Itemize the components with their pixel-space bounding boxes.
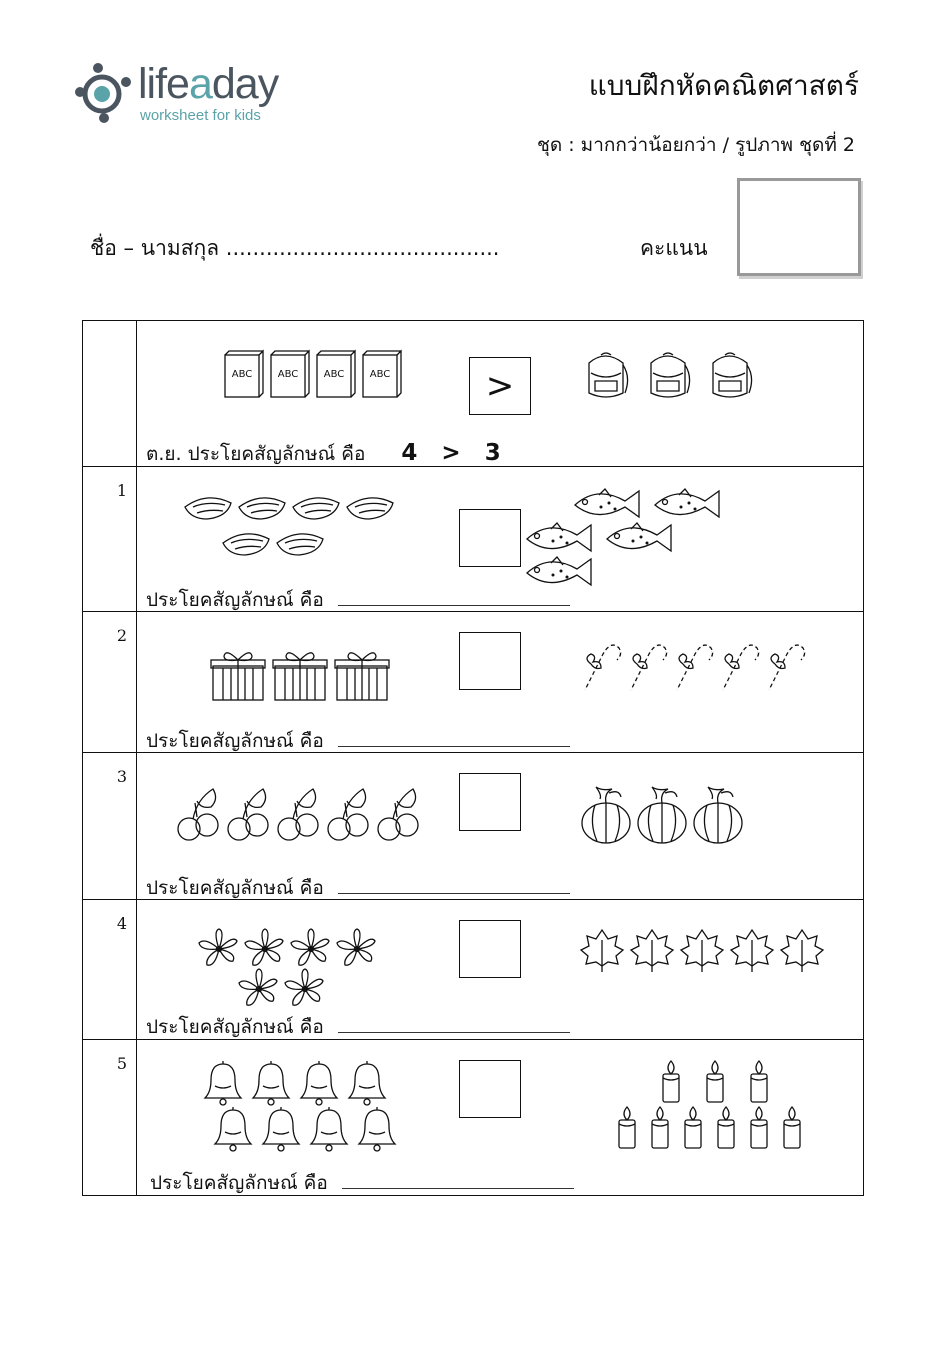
shell-icon [235, 491, 289, 525]
candy-cane-icon [623, 638, 669, 694]
candle-icon [679, 1106, 707, 1150]
fish-icon [569, 487, 647, 523]
question-number: 2 [116, 626, 127, 645]
shell-icon [181, 491, 235, 525]
svg-text:ABC: ABC [277, 369, 299, 380]
candle-icon [613, 1106, 641, 1150]
book-icon [221, 349, 265, 401]
shell-icon [343, 491, 397, 525]
candle-icon [657, 1060, 685, 1104]
q5-symbol-box[interactable] [459, 1060, 521, 1118]
sentence-label: ประโยคสัญลักษณ์ คือ [150, 1172, 328, 1194]
candle-icon [778, 1106, 806, 1150]
backpack-icon [703, 351, 757, 401]
logo-tagline: worksheet for kids [140, 107, 261, 124]
score-label: คะแนน [640, 236, 708, 260]
example-sentence-label: ต.ย. ประโยคสัญลักษณ์ คือ [146, 443, 366, 465]
berry-icon [223, 779, 273, 845]
question-number: 4 [116, 914, 127, 933]
berry-icon [373, 779, 423, 845]
book-icon [313, 349, 357, 401]
q3-symbol-box[interactable] [459, 773, 521, 831]
pumpkin-icon [635, 783, 689, 845]
bell-icon [357, 1106, 397, 1154]
leaf-icon [779, 926, 825, 972]
candle-icon [745, 1106, 773, 1150]
q1-symbol-box[interactable] [459, 509, 521, 567]
question-row-3 [83, 752, 863, 900]
candy-cane-icon [669, 638, 715, 694]
berry-icon [173, 779, 223, 845]
question-row-4 [83, 899, 863, 1040]
q2-symbol-box[interactable] [459, 632, 521, 690]
bell-icon [347, 1060, 387, 1108]
q4-sentence [146, 1012, 570, 1042]
q1-answer-blank[interactable] [338, 589, 570, 606]
flower-icon [195, 928, 243, 970]
example-right-count: 3 [484, 440, 501, 466]
question-number: 3 [116, 767, 127, 786]
gift-box-icon [333, 648, 391, 702]
leaf-icon [679, 926, 725, 972]
sentence-label: ประโยคสัญลักษณ์ คือ [146, 589, 324, 611]
book-icon [267, 349, 311, 401]
q5-answer-blank[interactable] [342, 1172, 574, 1189]
flower-icon [287, 928, 335, 970]
leaf-icon [629, 926, 675, 972]
flower-icon [281, 968, 329, 1010]
example-symbol: > [485, 366, 515, 406]
bell-icon [203, 1060, 243, 1108]
leaf-icon [729, 926, 775, 972]
book-icon [359, 349, 403, 401]
bell-icon [261, 1106, 301, 1154]
question-row-1 [83, 466, 863, 612]
flower-icon [241, 928, 289, 970]
pumpkin-icon [579, 783, 633, 845]
candy-cane-icon [577, 638, 623, 694]
q4-answer-blank[interactable] [338, 1016, 570, 1033]
example-symbol-box [469, 357, 531, 415]
candy-cane-icon [761, 638, 807, 694]
gift-box-icon [271, 648, 329, 702]
q3-answer-blank[interactable] [338, 877, 570, 894]
shell-icon [289, 491, 343, 525]
name-field[interactable]: ชื่อ – นามสกุล ......................................... [90, 236, 500, 260]
gift-box-icon [209, 648, 267, 702]
leaf-icon [579, 926, 625, 972]
candy-cane-icon [715, 638, 761, 694]
page-subtitle: ชุด : มากกว่าน้อยกว่า / รูปภาพ ชุดที่ 2 [536, 134, 855, 156]
candle-icon [712, 1106, 740, 1150]
sentence-label: ประโยคสัญลักษณ์ คือ [146, 1016, 324, 1038]
logo [74, 60, 314, 128]
berry-icon [273, 779, 323, 845]
q4-symbol-box[interactable] [459, 920, 521, 978]
backpack-icon [641, 351, 695, 401]
shell-icon [273, 527, 327, 561]
example-row [83, 321, 863, 466]
q2-answer-blank[interactable] [338, 730, 570, 747]
fish-icon [649, 487, 727, 523]
bell-icon [299, 1060, 339, 1108]
shell-icon [219, 527, 273, 561]
example-left-count: 4 [401, 440, 418, 466]
candle-icon [745, 1060, 773, 1104]
candle-icon [646, 1106, 674, 1150]
svg-text:ABC: ABC [369, 369, 391, 380]
backpack-icon [579, 351, 633, 401]
question-row-2 [83, 611, 863, 753]
flower-icon [333, 928, 381, 970]
fish-icon [521, 521, 599, 557]
svg-text:ABC: ABC [231, 369, 253, 380]
example-answer-symbol: > [441, 440, 461, 466]
logo-wordmark: lifeaday [138, 60, 279, 108]
logo-molecule-icon [74, 60, 136, 126]
question-number: 5 [116, 1054, 127, 1073]
pumpkin-icon [691, 783, 745, 845]
bell-icon [213, 1106, 253, 1154]
sentence-label: ประโยคสัญลักษณ์ คือ [146, 730, 324, 752]
bell-icon [251, 1060, 291, 1108]
q5-sentence [150, 1168, 574, 1198]
question-row-5 [83, 1039, 863, 1196]
example-answer [401, 440, 524, 466]
sentence-label: ประโยคสัญลักษณ์ คือ [146, 877, 324, 899]
candle-icon [701, 1060, 729, 1104]
page-title: แบบฝึกหัดคณิตศาสตร์ [588, 69, 859, 102]
score-box[interactable] [737, 178, 861, 276]
question-number: 1 [116, 481, 127, 500]
bell-icon [309, 1106, 349, 1154]
fish-icon [601, 521, 679, 557]
flower-icon [235, 968, 283, 1010]
berry-icon [323, 779, 373, 845]
svg-text:ABC: ABC [323, 369, 345, 380]
worksheet-table [82, 320, 864, 1196]
example-sentence [146, 439, 525, 469]
